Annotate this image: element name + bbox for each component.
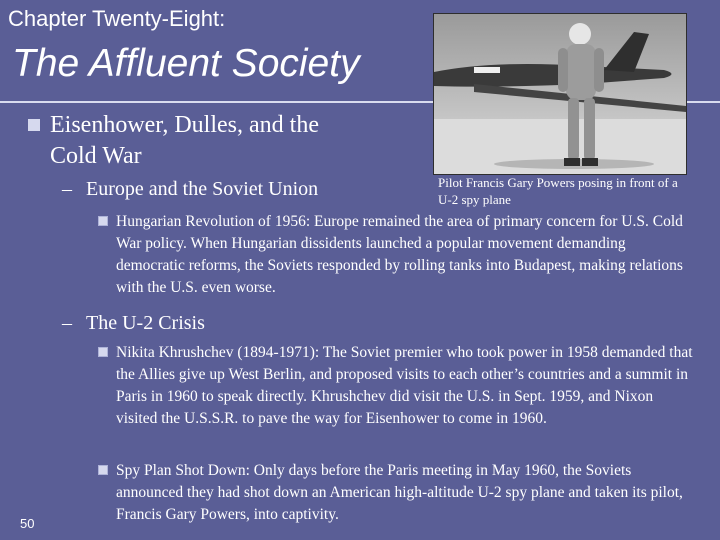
chapter-label: Chapter Twenty-Eight: <box>8 6 226 31</box>
section-heading-text: Europe and the Soviet Union <box>86 178 319 200</box>
section-heading: – Europe and the Soviet Union <box>62 178 319 200</box>
list-item: Nikita Khrushchev (1894-1971): The Soviet premier who took power in 1958 demanded that the Allies give up West Berlin, and proposed visits to each other’s countries and a summit in Paris in 1960 to speak directly. Khrushchev did visit the U.S. in Sept. 1959, and Nixon visited the U.S.S.R. to pave the way for Eisenhower to come in 1960. <box>98 342 696 430</box>
u2-pilot-photo <box>433 13 687 175</box>
slide-title: The Affluent Society <box>12 42 360 85</box>
square-bullet-icon <box>28 119 40 131</box>
main-bullet <box>28 110 348 172</box>
square-bullet-icon <box>98 347 108 357</box>
main-bullet-text: Eisenhower, Dulles, and the Cold War <box>50 112 319 169</box>
page-number: 50 <box>20 516 35 531</box>
list-item: Hungarian Revolution of 1956: Europe remained the area of primary concern for U.S. Cold War policy. When Hungarian dissidents launched a popular movement demanding democratic reforms, the Soviets responded by rolling tanks into Budapest, making relations with the U.S. even worse. <box>98 211 686 299</box>
photo-caption: Pilot Francis Gary Powers posing in front of a U-2 spy plane <box>438 175 678 207</box>
square-bullet-icon <box>98 465 108 475</box>
section-heading-text: The U-2 Crisis <box>86 312 205 334</box>
list-item: Spy Plan Shot Down: Only days before the Paris meeting in May 1960, the Soviets announced they had shot down an American high-altitude U-2 spy plane and taken its pilot, Francis Gary Powers, into captivity. <box>98 460 696 526</box>
section-heading: – The U-2 Crisis <box>62 312 205 334</box>
square-bullet-icon <box>98 216 108 226</box>
